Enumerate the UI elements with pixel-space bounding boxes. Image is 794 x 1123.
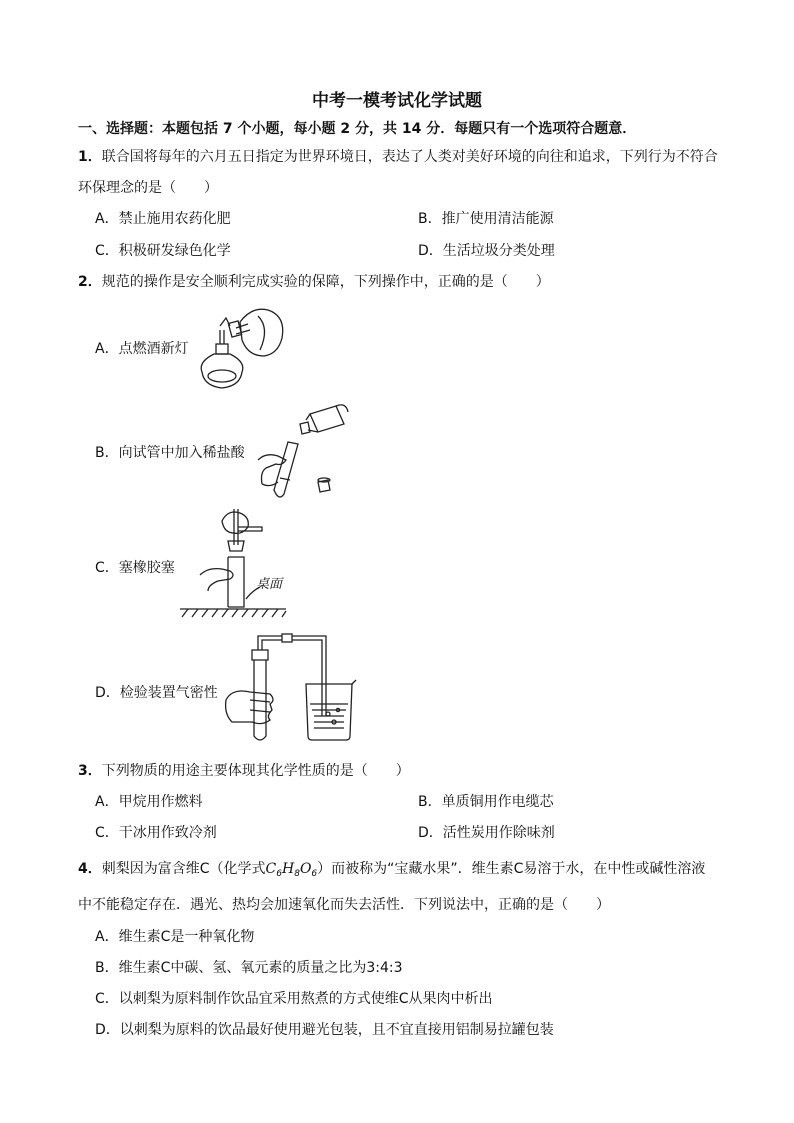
question-3-option-b[interactable]: B．单质铜用作电缆芯: [418, 794, 554, 810]
question-4-option-c[interactable]: C．以刺梨为原料制作饮品宜采用熬煮的方式使维C从果肉中析出: [95, 991, 493, 1007]
section-header: 一、选择题：本题包括 7 个小题，每小题 2 分，共 14 分．每题只有一个选项符合题意．: [78, 121, 637, 137]
add-acid-illustration: [252, 402, 352, 502]
alcohol-lamp-illustration: [190, 300, 290, 395]
question-4-stem-a: 刺梨因为富含维C（化学式: [101, 861, 266, 877]
question-4-line-1: [78, 858, 705, 879]
question-1-option-a[interactable]: A．禁止施用农药化肥: [95, 211, 231, 227]
question-4-option-a[interactable]: A．维生素C是一种氧化物: [95, 929, 255, 945]
desk-label: 桌面: [256, 577, 283, 592]
question-2-line-1: [78, 271, 550, 291]
question-1-option-b[interactable]: B．推广使用清洁能源: [418, 211, 554, 227]
vitamin-c-formula: $C_6H_8O_6$: [265, 861, 318, 879]
airtightness-check-illustration: [222, 630, 362, 745]
question-2-option-d[interactable]: D．检验装置气密性: [95, 685, 218, 701]
question-4-line-2: 中不能稳定存在．遇光、热均会加速氧化而失去活性．下列说法中，正确的是（ ）: [78, 897, 610, 913]
insert-stopper-illustration: [178, 505, 288, 620]
question-3-option-a[interactable]: A．甲烷用作燃料: [95, 794, 203, 810]
question-2-option-b[interactable]: B．向试管中加入稀盐酸: [95, 445, 245, 461]
question-3-line-1: [78, 760, 410, 780]
question-4-stem-b: ）而被称为“宝藏水果”．维生素C易溶于水，在中性或碱性溶液: [317, 861, 706, 877]
question-4-option-d[interactable]: D．以刺梨为原料的饮品最好使用避光包装，且不宜直接用铝制易拉罐包装: [95, 1022, 554, 1038]
question-2-stem: 规范的操作是安全顺利完成实验的保障，下列操作中，正确的是（ ）: [101, 274, 550, 290]
page-title: 中考一模考试化学试题: [312, 91, 482, 111]
question-3-stem: 下列物质的用途主要体现其化学性质的是（ ）: [101, 763, 410, 779]
question-4-number: 4．: [78, 861, 102, 877]
question-3-option-c[interactable]: C．干冰用作致冷剂: [95, 825, 217, 841]
question-1-line-2: 环保理念的是（ ）: [78, 180, 218, 196]
question-2-number: 2．: [78, 274, 102, 290]
question-1-line-1: [78, 146, 718, 166]
question-4-option-b[interactable]: B．维生素C中碳、氢、氧元素的质量之比为3:4:3: [95, 960, 403, 976]
question-2-option-a[interactable]: A．点燃酒新灯: [95, 341, 189, 357]
question-1-number: 1．: [78, 149, 102, 165]
question-1-option-c[interactable]: C．积极研发绿色化学: [95, 243, 231, 259]
question-1-stem: 联合国将每年的六月五日指定为世界环境日，表达了人类对美好环境的向往和追求，下列行为不符合: [101, 149, 718, 165]
question-3-option-d[interactable]: D．活性炭用作除味剂: [418, 825, 555, 841]
question-1-option-d[interactable]: D．生活垃圾分类处理: [418, 243, 555, 259]
question-2-option-c[interactable]: C．塞橡胶塞: [95, 560, 175, 576]
question-3-number: 3．: [78, 763, 102, 779]
